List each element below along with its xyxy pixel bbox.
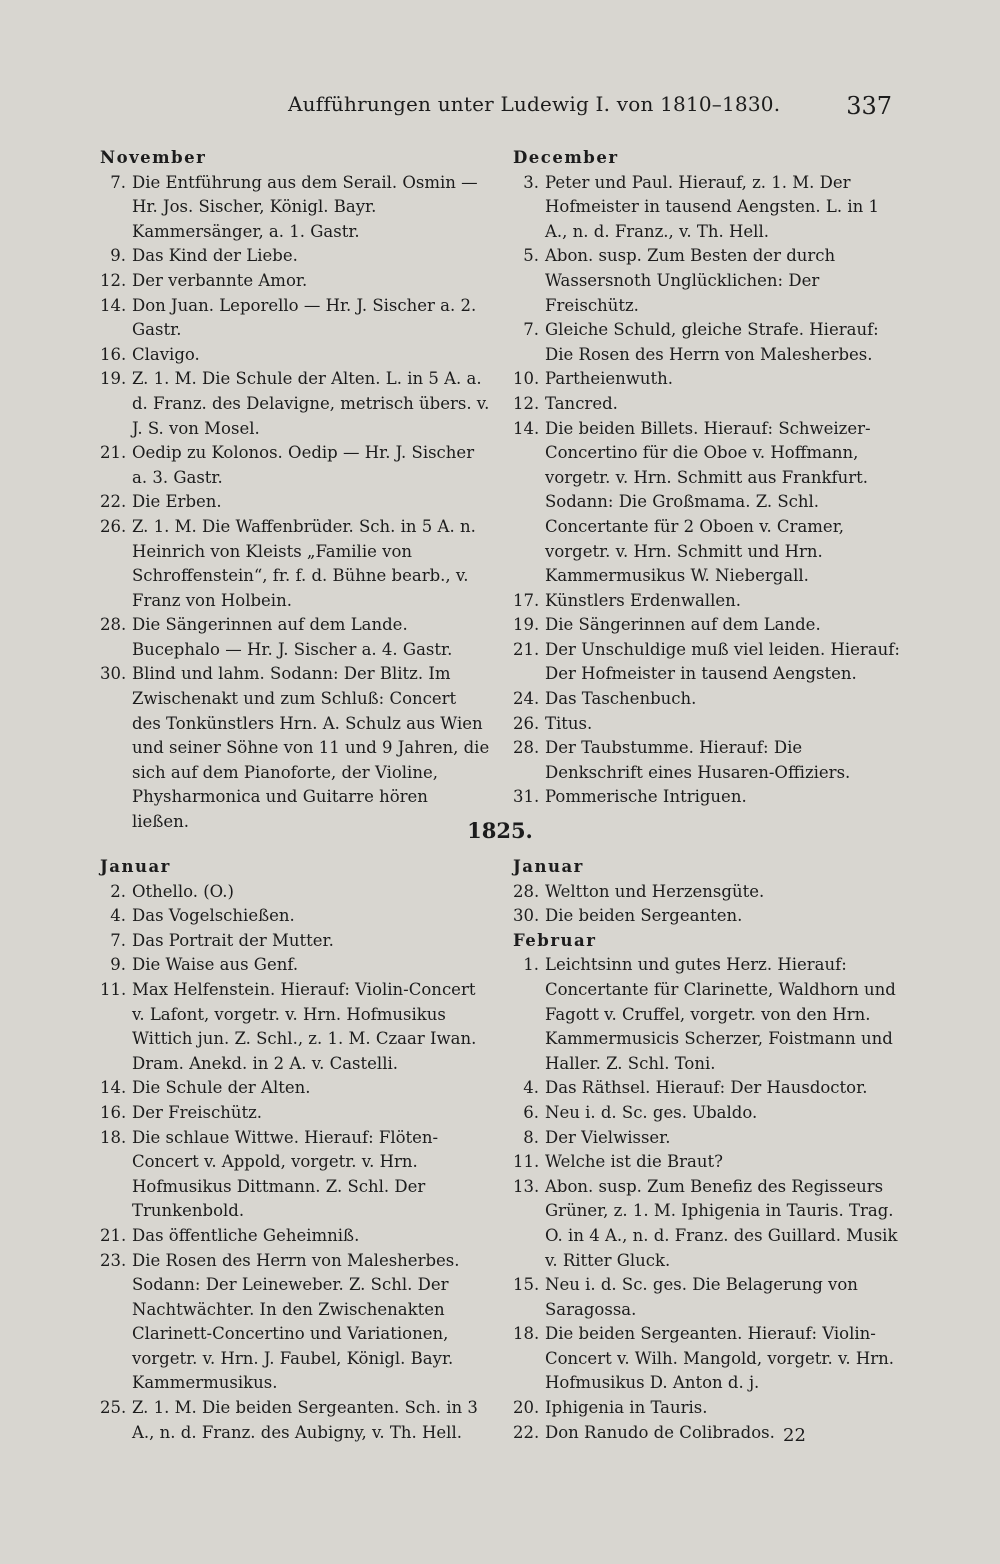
entry-text: Peter und Paul. Hierauf, z. 1. M. Der Hofmeister in tausend Aengsten. L. in 1 A., n. d. Franz., v. Th. Hell.: [545, 172, 879, 241]
list-item: [513, 953, 901, 1076]
entry-day: 26.: [100, 516, 127, 536]
entry-text: Clavigo.: [132, 344, 200, 364]
list-item: [100, 929, 490, 954]
entry-text: Blind und lahm. Sodann: Der Blitz. Im Zwischenakt und zum Schluß: Concert des Tonkünstlers Hrn. A. Schulz aus Wien und seiner Söhne von 11 und 9 Jahren, die sich auf dem Pianoforte, der Violine, Physharmonica und Guitarre hören ließen.: [132, 664, 490, 832]
entry-text: Z. 1. M. Die beiden Sergeanten. Sch. in 3 A., n. d. Franz. des Aubigny, v. Th. Hell.: [132, 1398, 478, 1442]
list-item: [513, 1396, 901, 1421]
entry-text: Das öffentliche Geheimniß.: [132, 1225, 360, 1245]
list-item: [513, 785, 901, 810]
entry-day: 24.: [513, 689, 540, 709]
entry-text: Die Erben.: [132, 492, 222, 512]
entry-day: 10.: [513, 369, 540, 389]
entry-day: 4.: [523, 1078, 539, 1098]
list-item: [100, 613, 490, 662]
entry-day: 18.: [100, 1127, 127, 1147]
entry-day: 16.: [100, 344, 127, 364]
entry-day: 26.: [513, 713, 540, 733]
list-item: [100, 343, 490, 368]
entry-text: Pommerische Intriguen.: [545, 787, 747, 807]
entry-day: 28.: [513, 881, 540, 901]
list-item: [513, 712, 901, 737]
column-januar-februar: [513, 855, 901, 1445]
list-item: [100, 662, 490, 834]
list-item: [513, 1322, 901, 1396]
list-item: [100, 367, 490, 441]
entry-day: 13.: [513, 1176, 540, 1196]
entry-text: Neu i. d. Sc. ges. Ubaldo.: [545, 1102, 758, 1122]
entry-day: 17.: [513, 590, 540, 610]
entry-day: 2.: [110, 881, 126, 901]
entry-day: 21.: [513, 639, 540, 659]
entry-day: 28.: [513, 738, 540, 758]
list-item: [513, 1273, 901, 1322]
list-item: [100, 1249, 490, 1397]
entry-day: 7.: [523, 320, 539, 340]
entry-day: 19.: [100, 369, 127, 389]
entry-text: Die Entführung aus dem Serail. Osmin — Hr. Jos. Sischer, Königl. Bayr. Kammersänger, a. 1. Gastr.: [132, 172, 478, 241]
entry-text: Der Unschuldige muß viel leiden. Hierauf: Der Hofmeister in tausend Aengsten.: [545, 639, 900, 684]
list-item: [513, 880, 901, 905]
list-item: [513, 1421, 901, 1446]
list-item: [100, 269, 490, 294]
list-item: [513, 1101, 901, 1126]
entry-day: 30.: [513, 906, 540, 926]
entry-day: 28.: [100, 615, 127, 635]
entry-list: [513, 171, 901, 810]
list-item: [513, 589, 901, 614]
list-item: [100, 1224, 490, 1249]
list-item: [513, 417, 901, 589]
entry-text: Die beiden Sergeanten. Hierauf: Violin-Concert v. Wilh. Mangold, vorgetr. v. Hrn. Hofmusikus D. Anton d. j.: [545, 1324, 894, 1393]
list-item: [513, 904, 901, 929]
running-title: Aufführungen unter Ludewig I. von 1810–1830.: [288, 92, 781, 116]
list-item: [100, 1396, 490, 1445]
list-item: [100, 904, 490, 929]
entry-text: Das Räthsel. Hierauf: Der Hausdoctor.: [545, 1078, 868, 1098]
sheet-number: 22: [783, 1425, 806, 1446]
entry-day: 21.: [100, 1225, 127, 1245]
entry-day: 19.: [513, 615, 540, 635]
entry-day: 7.: [110, 172, 126, 192]
entry-day: 14.: [100, 295, 127, 315]
list-item: [513, 367, 901, 392]
list-item: [100, 515, 490, 613]
entry-text: Welche ist die Braut?: [545, 1152, 723, 1172]
entry-text: Die Waise aus Genf.: [132, 955, 299, 975]
entry-text: Das Portrait der Mutter.: [132, 930, 334, 950]
entry-day: 21.: [100, 443, 127, 463]
entry-text: Max Helfenstein. Hierauf: Violin-Concert v. Lafont, vorgetr. v. Hrn. Hofmusikus Wittich jun. Z. Schl., z. 1. M. Czaar Iwan. Dram. Anekd. in 2 A. v. Castelli.: [132, 979, 477, 1073]
entry-text: Die Schule der Alten.: [132, 1078, 311, 1098]
entry-text: Der Freischütz.: [132, 1102, 263, 1122]
list-item: [100, 978, 490, 1076]
entry-text: Leichtsinn und gutes Herz. Hierauf: Concertante für Clarinette, Waldhorn und Fagott v. Cruffel, vorgetr. von den Hrn. Kammermusicis Scherzer, Foistmann und Haller. Z. Schl. Toni.: [545, 955, 896, 1073]
entry-text: Don Ranudo de Colibrados.: [545, 1422, 775, 1442]
list-item: [100, 1126, 490, 1224]
entry-day: 22.: [513, 1422, 540, 1442]
list-item: [100, 244, 490, 269]
list-item: [100, 953, 490, 978]
entry-day: 12.: [513, 393, 540, 413]
entry-day: 3.: [523, 172, 539, 192]
entry-text: Abon. susp. Zum Benefiz des Regisseurs Grüner, z. 1. M. Iphigenia in Tauris. Trag. O. in 4 A., n. d. Franz. des Guillard. Musik v. Ritter Gluck.: [545, 1176, 898, 1270]
entry-day: 6.: [523, 1102, 539, 1122]
entry-text: Abon. susp. Zum Besten der durch Wassersnoth Unglücklichen: Der Freischütz.: [545, 246, 836, 315]
list-item: [513, 1150, 901, 1175]
entry-text: Die schlaue Wittwe. Hierauf: Flöten-Concert v. Appold, vorgetr. v. Hrn. Hofmusikus Dittmann. Z. Schl. Der Trunkenbold.: [132, 1127, 439, 1221]
list-item: [513, 244, 901, 318]
month-heading: Januar: [100, 857, 171, 876]
list-item: [513, 687, 901, 712]
column-november: [100, 146, 490, 835]
entry-day: 18.: [513, 1324, 540, 1344]
list-item: [100, 490, 490, 515]
month-heading: November: [100, 148, 207, 167]
entry-text: Die beiden Billets. Hierauf: Schweizer-Concertino für die Oboe v. Hoffmann, vorgetr. v. Hrn. Schmitt aus Frankfurt. Sodann: Die Großmama. Z. Schl. Concertante für 2 Oboen v. Cramer, vorgetr. v. Hrn. Schmitt und Hrn. Kammermusikus W. Niebergall.: [545, 418, 871, 586]
entry-text: Das Kind der Liebe.: [132, 246, 298, 266]
entry-text: Gleiche Schuld, gleiche Strafe. Hierauf: Die Rosen des Herrn von Malesherbes.: [545, 320, 879, 364]
list-item: [513, 171, 901, 245]
entry-list: [100, 171, 490, 835]
entry-text: Tancred.: [545, 393, 618, 413]
list-item: [513, 638, 901, 687]
entry-text: Der Vielwisser.: [545, 1127, 671, 1147]
entry-text: Der verbannte Amor.: [132, 270, 308, 290]
list-item: [100, 880, 490, 905]
column-december: [513, 146, 901, 810]
entry-text: Partheienwuth.: [545, 369, 674, 389]
column-januar: [100, 855, 490, 1445]
entry-day: 20.: [513, 1398, 540, 1418]
month-heading: Januar: [513, 857, 584, 876]
list-item: [513, 1076, 901, 1101]
entry-day: 7.: [110, 930, 126, 950]
page-number: 337: [846, 92, 892, 120]
entry-day: 25.: [100, 1398, 127, 1418]
entry-text: Z. 1. M. Die Waffenbrüder. Sch. in 5 A. n. Heinrich von Kleists „Familie von Schroffenstein“, fr. f. d. Bühne bearb., v. Franz von Holbein.: [132, 516, 476, 610]
entry-day: 16.: [100, 1102, 127, 1122]
entry-text: Oedip zu Kolonos. Oedip — Hr. J. Sischer a. 3. Gastr.: [132, 443, 475, 487]
entry-text: Iphigenia in Tauris.: [545, 1398, 708, 1418]
entry-day: 9.: [110, 955, 126, 975]
page-header: [0, 92, 1000, 122]
month-heading: December: [513, 148, 619, 167]
entry-text: Die beiden Sergeanten.: [545, 906, 743, 926]
entry-day: 14.: [513, 418, 540, 438]
entry-day: 5.: [523, 246, 539, 266]
entry-text: Das Vogelschießen.: [132, 906, 295, 926]
entry-day: 30.: [100, 664, 127, 684]
entry-day: 14.: [100, 1078, 127, 1098]
list-item: [513, 1126, 901, 1151]
entry-list: [513, 880, 901, 929]
list-item: [513, 318, 901, 367]
entry-day: 4.: [110, 906, 126, 926]
entry-day: 12.: [100, 270, 127, 290]
entry-text: Z. 1. M. Die Schule der Alten. L. in 5 A. a. d. Franz. des Delavigne, metrisch übers. v. J. S. von Mosel.: [132, 369, 490, 438]
list-item: [513, 1175, 901, 1273]
entry-text: Neu i. d. Sc. ges. Die Belagerung von Saragossa.: [545, 1275, 858, 1319]
entry-text: Das Taschenbuch.: [545, 689, 697, 709]
list-item: [100, 1101, 490, 1126]
list-item: [513, 392, 901, 417]
month-heading: Februar: [513, 930, 597, 950]
entry-day: 23.: [100, 1250, 127, 1270]
entry-day: 22.: [100, 492, 127, 512]
entry-text: Weltton und Herzensgüte.: [545, 881, 765, 901]
entry-text: Die Sängerinnen auf dem Lande.: [545, 615, 821, 635]
entry-text: Die Rosen des Herrn von Malesherbes. Sodann: Der Leineweber. Z. Schl. Der Nachtwächter. In den Zwischenakten Clarinett-Concertino und Variationen, vorgetr. v. Hrn. J. Faubel, Königl. Bayr. Kammermusikus.: [132, 1250, 460, 1393]
entry-day: 31.: [513, 787, 540, 807]
list-item: [513, 736, 901, 785]
list-item: [100, 441, 490, 490]
entry-day: 11.: [100, 979, 127, 999]
entry-day: 9.: [110, 246, 126, 266]
entry-text: Der Taubstumme. Hierauf: Die Denkschrift eines Husaren-Offiziers.: [545, 738, 851, 782]
entry-list: [100, 880, 490, 1446]
entry-text: Titus.: [545, 713, 593, 733]
entry-text: Don Juan. Leporello — Hr. J. Sischer a. 2. Gastr.: [132, 295, 477, 340]
list-item: [513, 613, 901, 638]
list-item: [100, 294, 490, 343]
entry-list: [513, 953, 901, 1445]
entry-text: Othello. (O.): [132, 881, 234, 901]
entry-day: 15.: [513, 1275, 540, 1295]
entry-day: 8.: [523, 1127, 539, 1147]
list-item: [100, 1076, 490, 1101]
entry-text: Die Sängerinnen auf dem Lande. Bucephalo — Hr. J. Sischer a. 4. Gastr.: [132, 615, 453, 659]
entry-day: 11.: [513, 1152, 540, 1172]
entry-text: Künstlers Erdenwallen.: [545, 590, 741, 610]
year-heading: 1825.: [467, 818, 533, 843]
entry-day: 1.: [523, 955, 539, 975]
list-item: [100, 171, 490, 245]
